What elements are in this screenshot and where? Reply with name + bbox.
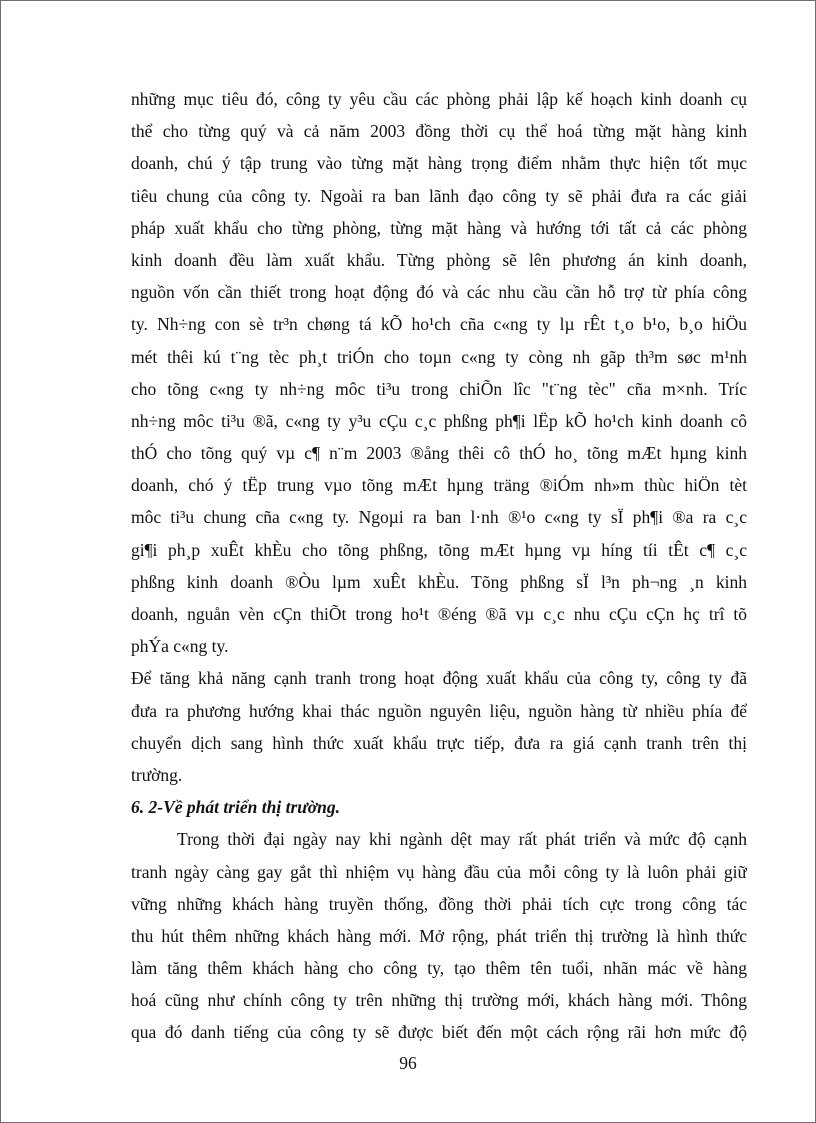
document-body <box>131 83 747 1049</box>
text-line: vững những khách hàng truyền thống, đồng thời phải tích cực trong công tác <box>131 893 747 914</box>
text-line: những mục tiêu đó, công ty yêu cầu các phòng phải lập kế hoạch kinh doanh cụ <box>131 89 747 109</box>
text-line: Để tăng khả năng cạnh tranh trong hoạt động xuất khẩu của công ty, công ty đã <box>131 668 747 689</box>
text-line: tranh ngày càng gay gắt thì nhiệm vụ hàng đầu của mỗi công ty là luôn phải giữ <box>131 861 747 882</box>
text-line: ty. Nh÷ng con sè tr³n chøng tá kÕ ho¹ch cña c«ng ty lµ rÊt t¸o b¹o, b¸o hiÖu <box>131 314 747 335</box>
text-line: trường. <box>131 764 183 785</box>
section-heading: 6. 2-Về phát triển thị trường. <box>131 797 341 818</box>
text-line: làm tăng thêm khách hàng cho công ty, tạo thêm tên tuổi, nhãn mác về hàng <box>131 958 747 979</box>
text-line: tiêu chung của công ty. Ngoài ra ban lãnh đạo công ty sẽ phải đưa ra các giải <box>131 185 747 206</box>
page-number: 96 <box>399 1053 417 1073</box>
text-line: nguồn vốn cần thiết trong hoạt động đó và các nhu cầu cần hỗ trợ từ phía công <box>131 282 747 303</box>
text-line: gi¶i ph¸p xuÊt khÈu cho tõng phßng, tõng mÆt hµng vµ híng tíi tÊt c¶ c¸c <box>131 539 747 560</box>
text-line: phÝa c«ng ty. <box>131 636 229 657</box>
text-line: nh÷ng môc ti³u ®ã, c«ng ty y³u cÇu c¸c phßng ph¶i lËp kÕ ho¹ch kinh doanh cô <box>131 410 747 431</box>
text-line: thÓ cho tõng quý vµ c¶ n¨m 2003 ®ång thêi cô thÓ ho¸ tõng mÆt hµng kinh <box>131 443 747 464</box>
text-line: thu hút thêm những khách hàng mới. Mở rộng, phát triển thị trường là hình thức <box>131 925 747 946</box>
text-line: thể cho từng quý và cả năm 2003 đồng thời cụ thể hoá từng mặt hàng kinh <box>131 121 747 142</box>
text-line: cho tõng c«ng ty nh÷ng môc ti³u trong chiÕn lîc "t¨ng tèc" cña m×nh. Tríc <box>131 378 747 399</box>
text-line: đưa ra phương hướng khai thác nguồn nguyên liệu, nguồn hàng từ nhiều phía để <box>131 700 747 721</box>
text-line: doanh, chú ý tập trung vào từng mặt hàng trọng điểm nhằm thực hiện tốt mục <box>131 153 747 174</box>
text-line: hoá cũng như chính công ty trên những thị trường mới, khách hàng mới. Thông <box>131 990 747 1011</box>
text-line: phßng kinh doanh ®Òu lµm xuÊt khÈu. Tõng phßng sÏ l³n ph¬ng ¸n kinh <box>131 571 747 592</box>
text-line: mét thêi kú t¨ng tèc ph¸t triÓn cho toµn c«ng ty còng nh gãp th³m søc m¹nh <box>131 346 747 367</box>
text-line: kinh doanh đều làm xuất khẩu. Từng phòng sẽ lên phương án kinh doanh, <box>131 249 747 270</box>
text-line: Trong thời đại ngày nay khi ngành dệt may rất phát triển và mức độ cạnh <box>177 829 747 850</box>
text-line: doanh, chó ý tËp trung vµo tõng mÆt hµng träng ®iÓm nh»m thùc hiÖn tèt <box>131 475 747 496</box>
text-line: pháp xuất khẩu cho từng phòng, từng mặt hàng và hướng tới tất cả các phòng <box>131 217 747 238</box>
text-line: qua đó danh tiếng của công ty sẽ được biết đến một cách rộng rãi hơn mức độ <box>131 1022 747 1043</box>
text-line: doanh, nguån vèn cÇn thiÕt trong ho¹t ®éng ®ã vµ c¸c nhu cÇu cÇn hç trî tõ <box>131 604 747 624</box>
text-line: chuyển dịch sang hình thức xuất khẩu trực tiếp, đưa ra giá cạnh tranh trên thị <box>131 732 747 753</box>
text-line: môc ti³u chung cña c«ng ty. Ngoµi ra ban l·nh ®¹o c«ng ty sÏ ph¶i ®a ra c¸c <box>131 507 747 528</box>
